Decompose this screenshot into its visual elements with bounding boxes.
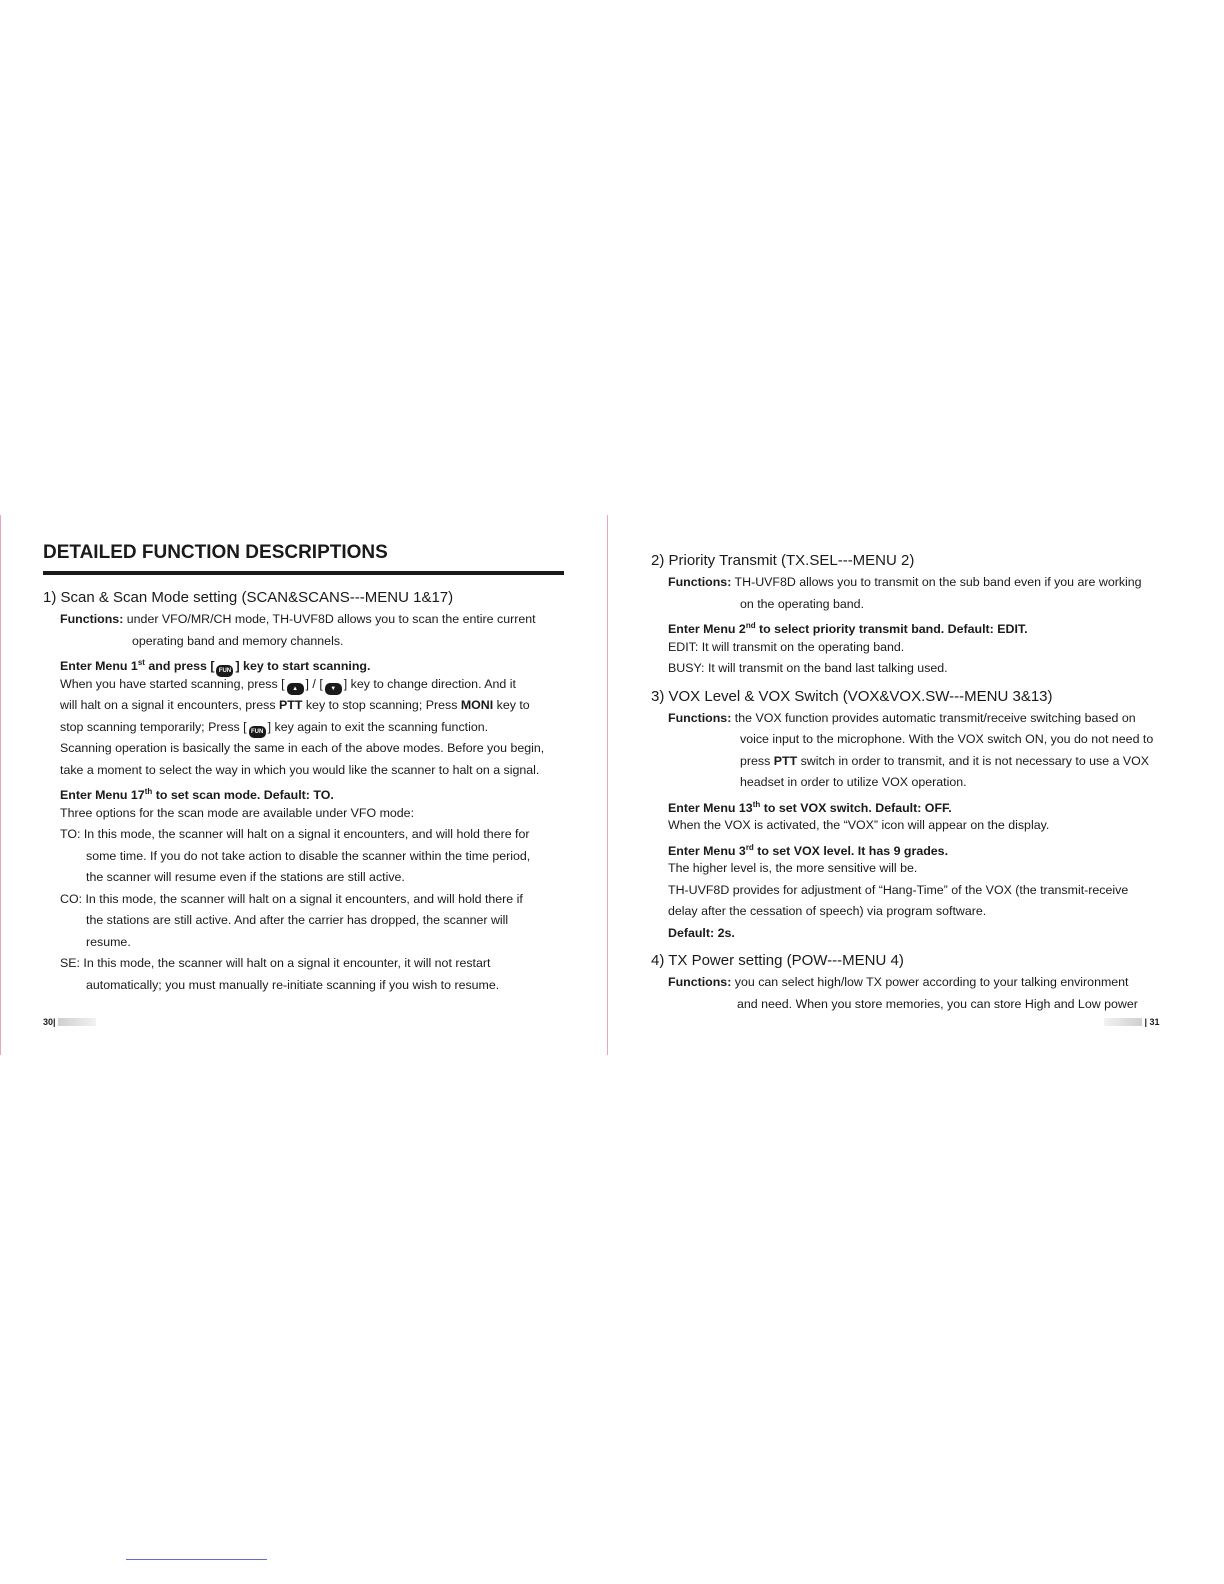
option-se-cont: automatically; you must manually re-initiate scanning if you wish to resume. (86, 977, 500, 992)
right-page (651, 550, 1186, 1015)
option-co-cont: resume. (86, 934, 131, 949)
paragraph-line: The higher level is, the more sensitive will be. (668, 861, 918, 875)
paragraph-line: EDIT: It will transmit on the operating band. (668, 639, 905, 654)
section-heading-tx-power: 4) TX Power setting (POW---MENU 4) (651, 952, 904, 969)
down-arrow-key-icon: ▼ (325, 683, 342, 695)
menu-instruction: Enter Menu 13th to set VOX switch. Default: OFF. (668, 799, 952, 815)
title-rule (43, 571, 564, 575)
paragraph-line: on the operating band. (740, 596, 865, 611)
paragraph-line: stop scanning temporarily; Press [ FUN ] key again to exit the scanning function. (43, 717, 573, 739)
paragraph-line: and need. When you store memories, you can store High and Low power (737, 996, 1138, 1011)
paragraph-line: take a moment to select the way in which you would like the scanner to halt on a signal. (60, 762, 540, 777)
section-heading-vox: 3) VOX Level & VOX Switch (VOX&VOX.SW---MENU 3&13) (651, 687, 1053, 705)
paragraph-line: press PTT switch in order to transmit, and it is not necessary to use a VOX (740, 753, 1150, 768)
paragraph-line: When you have started scanning, press [ ▲ ] / [ ▼ ] key to change direction. And it (43, 674, 573, 696)
left-page-edge (0, 515, 1, 1055)
menu-instruction: Enter Menu 3rd to set VOX level. It has 9 grades. (668, 842, 949, 858)
menu-instruction: Enter Menu 17th to set scan mode. Default: TO. (60, 787, 334, 803)
footer-gradient-bar (58, 1018, 96, 1026)
paragraph-line: operating band and memory channels. (132, 633, 344, 648)
center-gutter-line (607, 515, 608, 1055)
paragraph-line: Functions: the VOX function provides automatic transmit/receive switching based on (668, 710, 1136, 725)
option-to-cont: the scanner will resume even if the stations are still active. (86, 870, 405, 884)
paragraph-line: Functions: you can select high/low TX power according to your talking environment (668, 975, 1129, 989)
option-co: CO: In this mode, the scanner will halt on a signal it encounters, and will hold there if (60, 891, 523, 906)
bottom-underline (126, 1559, 267, 1560)
paragraph-line: TH-UVF8D provides for adjustment of “Hang-Time” of the VOX (the transmit-receive (668, 882, 1129, 897)
option-co-cont: the stations are still active. And after the carrier has dropped, the scanner will (86, 913, 509, 927)
default-value: Default: 2s. (668, 925, 735, 940)
fun-key-icon: FUN (216, 665, 233, 677)
up-arrow-key-icon: ▲ (287, 683, 304, 695)
section-heading-priority-transmit: 2) Priority Transmit (TX.SEL---MENU 2) (651, 552, 915, 569)
paragraph-line: headset in order to utilize VOX operation. (740, 775, 967, 789)
paragraph-line: BUSY: It will transmit on the band last talking used. (668, 661, 948, 675)
left-page (43, 540, 573, 996)
paragraph-line: Functions: TH-UVF8D allows you to transmit on the sub band even if you are working (668, 575, 1142, 589)
option-to-cont: some time. If you do not take action to disable the scanner within the time period, (86, 848, 531, 863)
menu-instruction: Enter Menu 2nd to select priority transmit band. Default: EDIT. (668, 621, 1028, 637)
paragraph-line: Scanning operation is basically the same in each of the above modes. Before you begin, (60, 741, 545, 755)
paragraph-line: delay after the cessation of speech) via program software. (668, 904, 987, 918)
page-title: DETAILED FUNCTION DESCRIPTIONS (43, 542, 388, 563)
paragraph-line: voice input to the microphone. With the VOX switch ON, you do not need to (740, 732, 1154, 746)
paragraph-line: will halt on a signal it encounters, press PTT key to stop scanning; Press MONI key to (60, 698, 530, 712)
paragraph-line: Three options for the scan mode are available under VFO mode: (60, 805, 415, 820)
menu-instruction: Enter Menu 1st and press [ FUN ] key to start scanning. (43, 652, 573, 674)
footer-gradient-bar (1104, 1018, 1142, 1026)
paragraph-line: Functions: under VFO/MR/CH mode, TH-UVF8D allows you to scan the entire current (60, 612, 536, 626)
fun-key-icon: FUN (249, 726, 266, 738)
page-number-left: 30| (43, 1017, 96, 1027)
paragraph-line: When the VOX is activated, the “VOX” icon will appear on the display. (668, 818, 1050, 832)
section-heading-scan: 1) Scan & Scan Mode setting (SCAN&SCANS---MENU 1&17) (43, 589, 454, 606)
page-number-right: | 31 (1104, 1017, 1160, 1027)
option-to: TO: In this mode, the scanner will halt on a signal it encounters, and will hold there for (60, 827, 530, 841)
option-se: SE: In this mode, the scanner will halt on a signal it encounter, it will not restart (60, 956, 491, 970)
